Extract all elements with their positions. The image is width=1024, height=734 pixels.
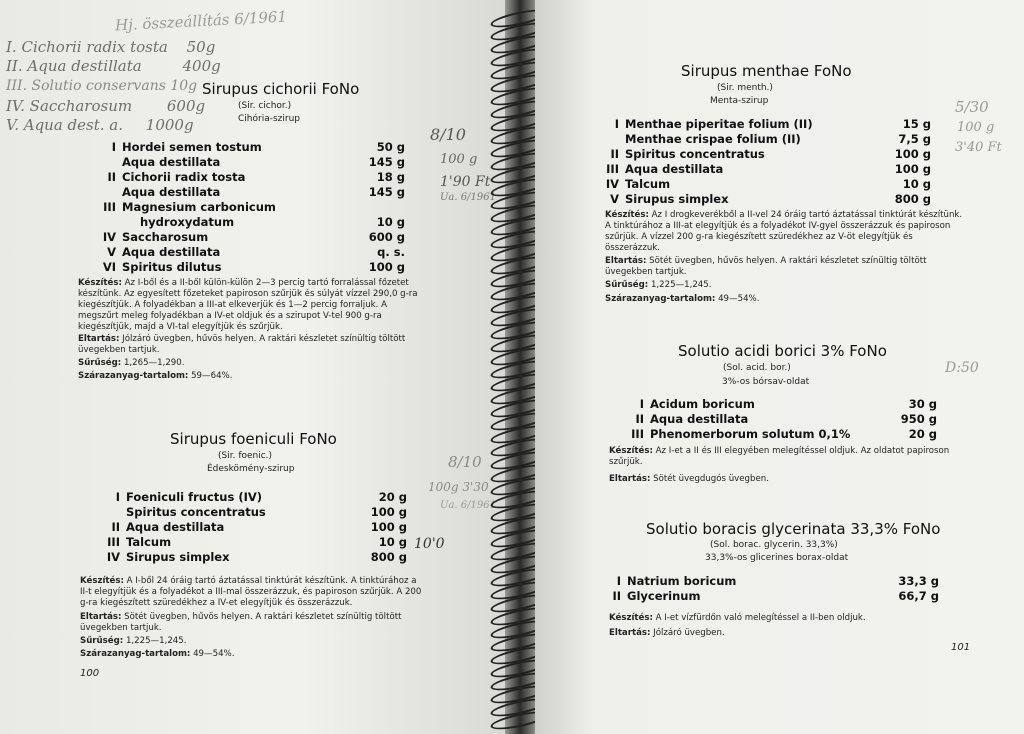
menthae-ingredient-5: IV Talcum	[605, 177, 671, 191]
borici-amount-1: 30 g	[908, 397, 937, 411]
cichorii-ingredient-8: V Aqua destillata	[107, 245, 221, 259]
foeniculi-ingredient-1: I Foeniculi fructus (IV)	[115, 490, 263, 504]
borici-amount-3: 20 g	[908, 427, 937, 441]
foeniculi-margin-note-2: 100g 3'30	[428, 480, 489, 494]
menthae-amount-6: 800 g	[894, 192, 931, 206]
borici-title: Solutio acidi borici 3% FoNo	[678, 342, 887, 360]
menthae-margin-note-1: 5/30	[955, 98, 989, 116]
cichorii-suruseg: Sűrűség: 1,265—1,290.	[78, 358, 185, 368]
menthae-title: Sirupus menthae FoNo	[681, 62, 852, 80]
borici-margin-note: D:50	[945, 360, 979, 376]
page-number-left: 100	[80, 668, 100, 679]
foeniculi-eltartas: Eltartás: Sötét üvegben, hűvös helyen. A raktári készletet színültig töltött üvegekben tartjuk.	[80, 612, 402, 633]
cichorii-amount-9: 100 g	[368, 260, 405, 274]
boracis-keszites: Készítés: A I-et vízfürdőn való melegítéssel a II-ben oldjuk.	[609, 613, 866, 623]
cichorii-ingredient-9: VI Spiritus dilutus	[102, 260, 222, 274]
foeniculi-suruseg: Sűrűség: 1,225—1,245.	[80, 636, 187, 646]
handwritten-line-1: I. Cichorii radix tosta 50g	[6, 38, 216, 56]
foeniculi-title: Sirupus foeniculi FoNo	[170, 430, 337, 448]
menthae-margin-note-2: 100 g	[957, 120, 995, 135]
menthae-amount-5: 10 g	[902, 177, 931, 191]
borici-hungarian: 3%-os bórsav-oldat	[722, 377, 810, 387]
boracis-amount-1: 33,3 g	[898, 574, 939, 588]
handwritten-line-3: III. Solutio conservans 10g	[6, 78, 198, 94]
cichorii-margin-note-3: 1'90 Ft	[440, 174, 491, 190]
cichorii-ingredient-7: IV Saccharosum	[102, 230, 209, 244]
cichorii-keszites: Készítés: Az I-ből és a II-ből külön-külön 2—3 percig tartó forralással főzetet készítünk. Az egyesített főzeteket papiroson szűrjük és súlyát vízzel 290,0 g-ra kiegészítjük. A folyadékban a III-at elkeverjük és 1—2 percig forraljuk. A megszűrt meleg folyadékban a IV-et oldjuk és a szirupot V-tel 900 g-ra kiegészítjük, majd a VI-tal elegyítjük és szűrjük.	[78, 278, 418, 332]
cichorii-amount-3: 18 g	[376, 170, 405, 184]
borici-ingredient-2: II Aqua destillata	[635, 412, 749, 426]
menthae-ingredient-6: V Sirupus simplex	[610, 192, 729, 206]
cichorii-ingredient-3: II Cichorii radix tosta	[107, 170, 246, 184]
menthae-ingredient-1: I Menthae piperitae folium (II)	[614, 117, 813, 131]
cichorii-ingredient-2: Aqua destillata	[122, 155, 221, 169]
boracis-title: Solutio boracis glycerinata 33,3% FoNo	[646, 520, 941, 538]
cichorii-margin-note-1: 8/10	[430, 125, 466, 144]
menthae-hungarian: Menta-szirup	[710, 96, 769, 106]
borici-ingredient-3: III Phenomerborum solutum 0,1%	[631, 427, 851, 441]
boracis-eltartas: Eltartás: Jólzáró üvegben.	[609, 628, 725, 638]
handwritten-line-2: II. Aqua destillata 400g	[6, 57, 221, 75]
borici-keszites: Készítés: Az I-et a II és III elegyében melegítéssel oldjuk. Az oldatot papiroson szűrjük.	[609, 446, 950, 467]
cichorii-amount-4: 145 g	[368, 185, 405, 199]
foeniculi-amount-3: 100 g	[370, 520, 407, 534]
menthae-amount-3: 100 g	[894, 147, 931, 161]
foeniculi-keszites: Készítés: A I-ből 24 óráig tartó áztatással tinktúrát készítünk. A tinktúrához a II-t elegyítjük és a folyadékot a III-mal összerázzuk, és papiroson szűrjük. A 200 g-ra kiegészített szüredékhez a IV-et elegyítjük és összerázzuk.	[80, 576, 422, 608]
foeniculi-ingredient-3: II Aqua destillata	[111, 520, 225, 534]
left-page	[0, 0, 505, 734]
cichorii-ingredient-5: III Magnesium carbonicum	[103, 200, 276, 214]
foeniculi-ingredient-4: III Talcum	[107, 535, 172, 549]
foeniculi-margin-note-3: Ua. 6/1961	[440, 500, 496, 511]
boracis-amount-2: 66,7 g	[898, 589, 939, 603]
cichorii-amount-6: 10 g	[376, 215, 405, 229]
foeniculi-szarazanyag: Szárazanyag-tartalom: 49—54%.	[80, 649, 235, 659]
foeniculi-amount-5: 800 g	[370, 550, 407, 564]
cichorii-abbr: (Sir. cichor.)	[238, 101, 292, 111]
foeniculi-amount-1: 20 g	[378, 490, 407, 504]
right-page	[535, 0, 1024, 734]
menthae-suruseg: Sűrűség: 1,225—1,245.	[605, 280, 712, 290]
boracis-ingredient-2: II Glycerinum	[612, 589, 701, 603]
foeniculi-margin-note-1: 8/10	[448, 453, 482, 471]
menthae-amount-1: 15 g	[902, 117, 931, 131]
menthae-ingredient-3: II Spiritus concentratus	[610, 147, 765, 161]
boracis-hungarian: 33,3%-os glicerines borax-oldat	[705, 553, 849, 563]
borici-eltartas: Eltartás: Sötét üvegdugós üvegben.	[609, 474, 769, 484]
menthae-margin-note-3: 3'40 Ft	[955, 140, 1002, 155]
cichorii-amount-1: 50 g	[376, 140, 405, 154]
foeniculi-hungarian: Édeskömény-szirup	[207, 464, 295, 474]
page-number-right: 101	[951, 642, 971, 653]
borici-abbr: (Sol. acid. bor.)	[723, 363, 791, 373]
cichorii-eltartas: Eltartás: Jólzáró üvegben, hűvös helyen. A raktári készletet színültig töltött üvegekben tartjuk.	[78, 334, 406, 355]
boracis-ingredient-1: I Natrium boricum	[616, 574, 737, 588]
menthae-abbr: (Sir. menth.)	[717, 83, 773, 93]
menthae-eltartas: Eltartás: Sötét üvegben, hűvös helyen. A raktári készletet színültig töltött üvegekben tartjuk.	[605, 256, 927, 277]
cichorii-ingredient-4: Aqua destillata	[122, 185, 221, 199]
cichorii-ingredient-6: hydroxydatum	[140, 215, 235, 229]
cichorii-title: Sirupus cichorii FoNo	[202, 80, 360, 98]
foeniculi-amount-2: 100 g	[370, 505, 407, 519]
cichorii-margin-note-4: Ua. 6/1961	[440, 192, 496, 203]
foeniculi-amount-4: 10 g	[378, 535, 407, 549]
menthae-amount-2: 7,5 g	[898, 132, 931, 146]
foeniculi-margin-note-4: 10'0	[414, 536, 445, 552]
cichorii-hungarian: Cihória-szirup	[238, 114, 300, 124]
handwritten-line-4: IV. Saccharosum 600g	[6, 97, 206, 115]
cichorii-szarazanyag: Szárazanyag-tartalom: 59—64%.	[78, 371, 233, 381]
handwritten-line-5: V. Aqua dest. a. 1000g	[6, 116, 194, 134]
cichorii-amount-8: q. s.	[377, 245, 405, 259]
foeniculi-ingredient-2: Spiritus concentratus	[126, 505, 266, 519]
menthae-szarazanyag: Szárazanyag-tartalom: 49—54%.	[605, 294, 760, 304]
foeniculi-ingredient-5: IV Sirupus simplex	[106, 550, 230, 564]
menthae-amount-4: 100 g	[894, 162, 931, 176]
handwritten-date: Hj. összeállítás 6/1961	[114, 7, 288, 35]
menthae-keszites: Készítés: Az I drogkeverékből a II-vel 24 óráig tartó áztatással tinktúrát készítünk. A tinktúrához a III-at elegyítjük és a folyadékot IV-gyel összerázzuk és papiroson szűrjük. A vízzel 200 g-ra kiegészített szüredékhez az V-öt elegyítjük és összerázzuk.	[605, 210, 963, 253]
borici-ingredient-1: I Acidum boricum	[639, 397, 755, 411]
foeniculi-abbr: (Sir. foenic.)	[218, 451, 273, 461]
menthae-ingredient-2: Menthae crispae folium (II)	[625, 132, 801, 146]
menthae-ingredient-4: III Aqua destillata	[606, 162, 724, 176]
borici-amount-2: 950 g	[900, 412, 937, 426]
cichorii-margin-note-2: 100 g	[440, 152, 478, 167]
boracis-abbr: (Sol. borac. glycerin. 33,3%)	[710, 540, 838, 550]
cichorii-ingredient-1: I Hordei semen tostum	[111, 140, 262, 154]
cichorii-amount-2: 145 g	[368, 155, 405, 169]
cichorii-amount-7: 600 g	[368, 230, 405, 244]
